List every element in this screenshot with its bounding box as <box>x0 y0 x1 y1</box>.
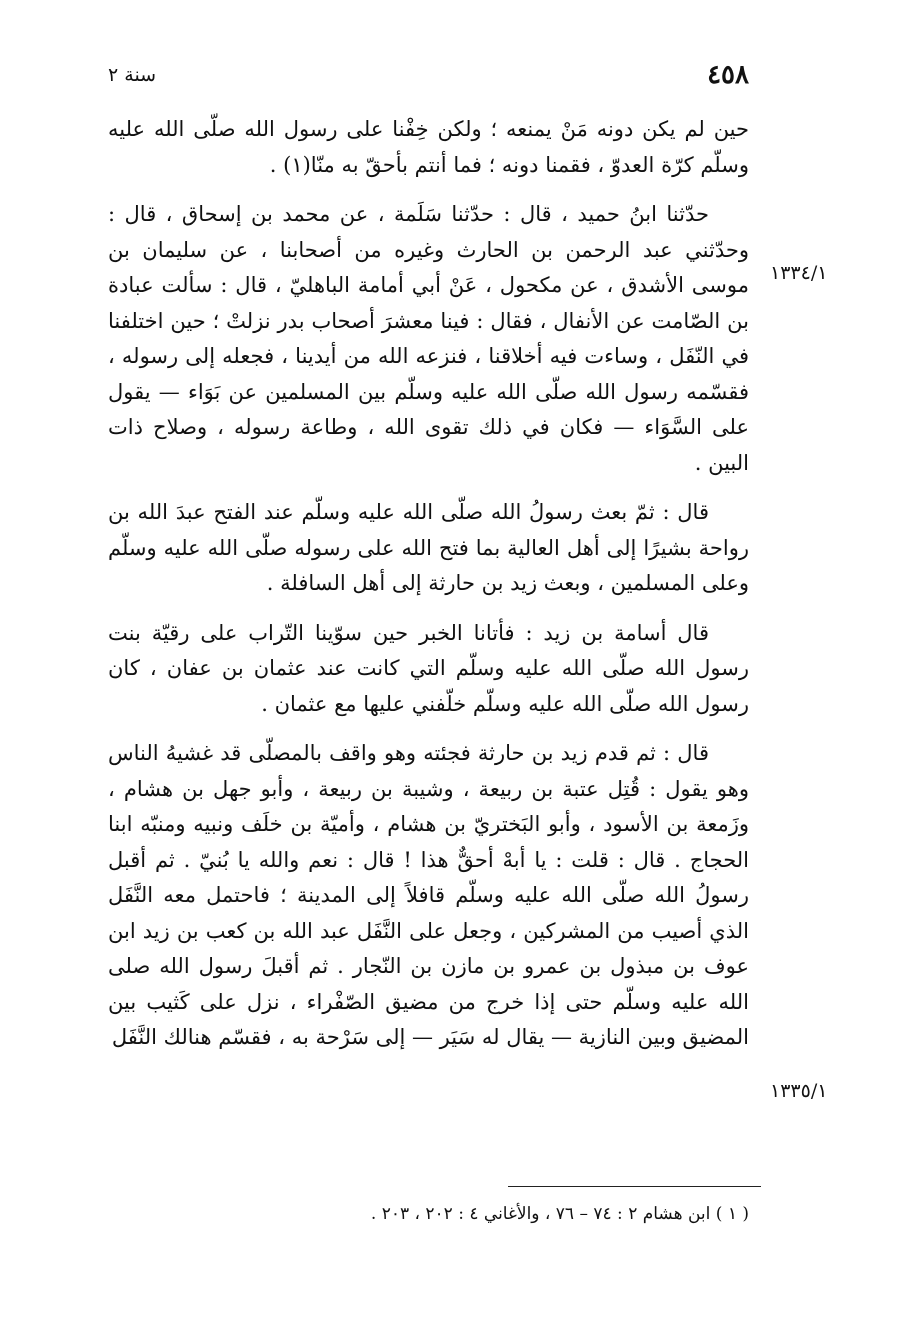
body-text <box>108 112 749 1070</box>
paragraph: حين لم يكن دونه مَنْ يمنعه ؛ ولكن خِفْنا على رسول الله صلّى الله عليه وسلّم كرّة العدوّ ، فقمنا دونه ؛ فما أنتم بأحقّ به منّا(١) . <box>108 117 749 177</box>
paragraph: قال : ثم قدم زيد بن حارثة فجئته وهو واقف بالمصلّى قد غشيهُ الناس وهو يقول : قُتِل عتبة بن ربيعة ، وشيبة بن ربيعة ، وأبو جهل بن هشام ، وزَمعة بن الأسود ، وأبو البَختريّ بن هشام ، وأميّة بن خلَف ونبيه ومنبّه ابنا الحجاج . قال : قلت : يا أبهْ أحقٌّ هذا ! قال : نعم والله يا بُنيّ . ثم أقبل رسولُ الله صلّى الله عليه وسلّم قافلاً إلى المدينة ؛ فاحتمل معه النَّفَل الذي أصيب من المشركين ، وجعل على النَّفَل عبد الله بن كعب بن زيد ابن عوف بن مبذول بن عمرو بن مازن بن النّجار . ثم أقبلَ رسول الله صلى الله عليه وسلّم حتى إذا خرج من مضيق الصّفْراء ، نزل على كَثيب بين المضيق وبين النازية — يقال له سَيَر — إلى سَرْحة به ، فقسّم هنالك النَّفَل <box>108 741 749 1049</box>
paragraph: قال : ثمّ بعث رسولُ الله صلّى الله عليه وسلّم عند الفتح عبدَ الله بن رواحة بشيرًا إلى أهل العالية بما فتح الله على رسوله صلّى الله عليه وسلّم وعلى المسلمين ، وبعث زيد بن حارثة إلى أهل السافلة . <box>108 500 749 595</box>
page-number: ٤٥٨ <box>707 60 749 90</box>
margin-number: ١٣٣٤/١ <box>770 262 828 284</box>
paragraph: حدّثنا ابنُ حميد ، قال : حدّثنا سَلَمة ، عن محمد بن إسحاق ، قال : وحدّثني عبد الرحمن بن الحارث وغيره من أصحابنا ، عن سليمان بن موسى الأشدق ، عن مكحول ، عَنْ أبي أمامة الباهليّ ، قال : سألت عبادة بن الصّامت عن الأنفال ، فقال : فينا معشرَ أصحاب بدر نزلتْ ؛ حين اختلفنا في النّفَل ، وساءت فيه أخلاقنا ، فنزعه الله من أيدينا ، فجعله إلى رسوله ، فقسّمه رسول الله صلّى الله عليه وسلّم بين المسلمين عن بَوَاء — يقول على السَّوَاء — فكان في ذلك تقوى الله ، وطاعة رسوله ، وصلاح ذات البين . <box>108 202 749 475</box>
footnote-divider <box>508 1186 761 1187</box>
margin-number: ١٣٣٥/١ <box>770 1080 828 1102</box>
running-title: سنة ٢ <box>108 64 157 86</box>
paragraph: قال أسامة بن زيد : فأتانا الخبر حين سوّينا التّراب على رقيّة بنت رسول الله صلّى الله عليه وسلّم التي كانت عند عثمان بن عفان ، كان رسول الله صلّى الله عليه وسلّم خلّفني عليها مع عثمان . <box>108 620 749 716</box>
footnote: ( ١ ) ابن هشام ٢ : ٧٤ – ٧٦ ، والأغاني ٤ : ٢٠٢ ، ٢٠٣ . <box>370 1204 749 1224</box>
